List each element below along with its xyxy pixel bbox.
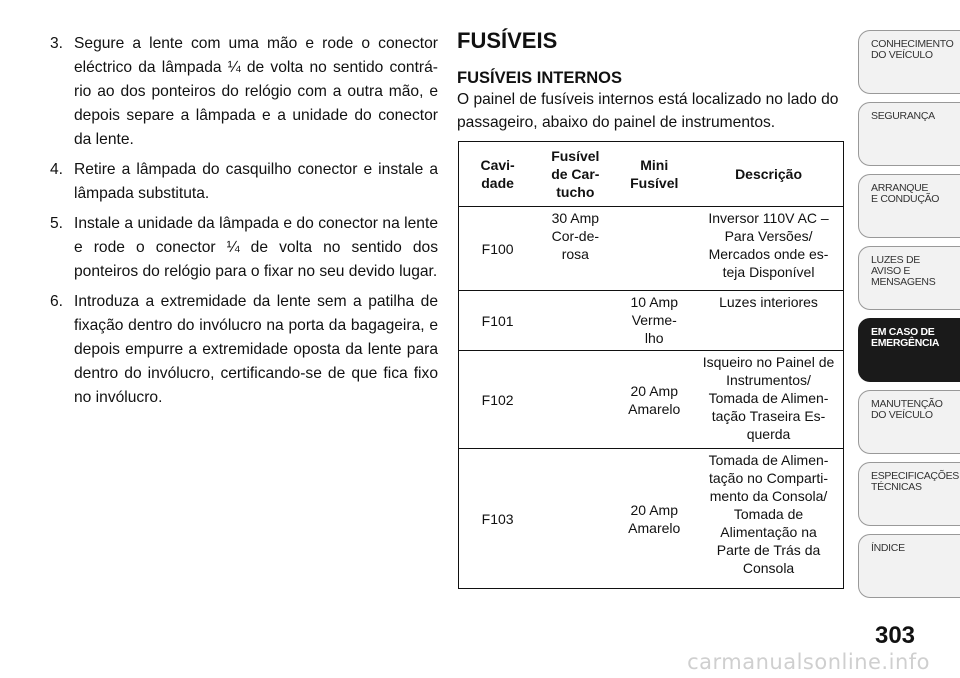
step-text: Retire a lâmpada do casquilho conector e instale a lâmpada substituta. [74,161,438,202]
cell-description: Luzes interiores [694,291,843,351]
step-item [50,212,438,284]
cell-description: Inversor 110V AC – Para Versões/ Mercados onde es- teja Disponível [694,207,843,291]
tab-label: E CONDUÇÃO [871,193,940,205]
table-row [459,291,844,351]
cell-mini [614,207,694,291]
tab-label: ARRANQUE [871,182,929,194]
subsection-title: FUSÍVEIS INTERNOS [457,69,623,87]
tab-luzes[interactable] [858,246,960,310]
tab-conhecimento[interactable] [858,30,960,94]
step-number: 5. [50,215,64,232]
step-item [50,290,438,410]
section-title: FUSÍVEIS [457,28,558,53]
step-number: 4. [50,161,64,178]
tab-label: ÍNDICE [871,542,905,554]
chapter-tabs [858,30,960,606]
instruction-steps [50,32,438,416]
tab-label: DO VEÍCULO [871,49,933,61]
tab-label: SEGURANÇA [871,110,935,122]
table-row [459,449,844,589]
step-item [50,158,438,206]
cell-mini: 10 Amp Verme- lho [614,291,694,351]
cell-cavity: F101 [459,291,537,351]
cell-cartridge [536,351,614,449]
step-number: 3. [50,35,64,52]
step-text: Introduza a extremidade da lente sem a patilha de fixação dentro do invólucro na porta da bagageira, e depois empurre a extremidade oposta da lente para dentro do invólucro, certificando-se de que fica fixo no invólucro. [74,293,438,406]
step-item [50,32,438,152]
tab-especificacoes[interactable] [858,462,960,526]
header-mini: Mini Fusível [614,142,694,207]
header-cartridge: Fusível de Car- tucho [536,142,614,207]
tab-label: LUZES DE [871,254,920,266]
tab-label: MENSAGENS [871,276,936,288]
tab-seguranca[interactable] [858,102,960,166]
cell-description: Isqueiro no Painel de Instrumentos/ Tomada de Alimen- tação Traseira Es- querda [694,351,843,449]
header-description: Descrição [694,142,843,207]
cell-cartridge [536,449,614,589]
fuses-section [457,28,845,134]
step-text: Instale a unidade da lâmpada e do conector na lente e rode o conector ¼ de volta no sentido dos ponteiros do relógio para o fixar no seu devido lugar. [74,215,438,280]
table-row [459,351,844,449]
cell-cavity: F103 [459,449,537,589]
page-number: 303 [874,622,916,649]
tab-arranque[interactable] [858,174,960,238]
step-text: Segure a lente com uma mão e rode o conector eléctrico da lâmpada ¼ de volta no sentido contrá-rio ao dos ponteiros do relógio com a outra mão, e depois separe a lâmpada e a unidade do conector da lente. [74,35,438,148]
tab-label: AVISO E [871,265,911,277]
cell-description: Tomada de Alimen- tação no Comparti- mento da Consola/ Tomada de Alimentação na Parte de Trás da Consola [694,449,843,589]
tab-manutencao[interactable] [858,390,960,454]
cell-cartridge: 30 Amp Cor-de- rosa [536,207,614,291]
tab-indice[interactable] [858,534,960,598]
step-number: 6. [50,293,64,310]
table-header-row [459,142,844,207]
header-cavity: Cavi- dade [459,142,537,207]
cell-mini: 20 Amp Amarelo [614,351,694,449]
tab-emergencia[interactable] [858,318,960,382]
tab-label: ESPECIFICAÇÕES [871,470,959,482]
tab-label: EM CASO DE [871,326,935,338]
watermark: carmanualsonline.info [687,650,930,674]
intro-text: O painel de fusíveis internos está localizado no lado do passageiro, abaixo do painel de instrumentos. [457,91,839,131]
table-row [459,207,844,291]
tab-label: EMERGÊNCIA [871,337,940,349]
cell-mini: 20 Amp Amarelo [614,449,694,589]
cell-cartridge [536,291,614,351]
fuse-table [458,141,844,589]
tab-label: CONHECIMENTO [871,38,954,50]
tab-label: DO VEÍCULO [871,409,933,421]
cell-cavity: F100 [459,207,537,291]
cell-cavity: F102 [459,351,537,449]
tab-label: MANUTENÇÃO [871,398,943,410]
tab-label: TÉCNICAS [871,481,922,493]
